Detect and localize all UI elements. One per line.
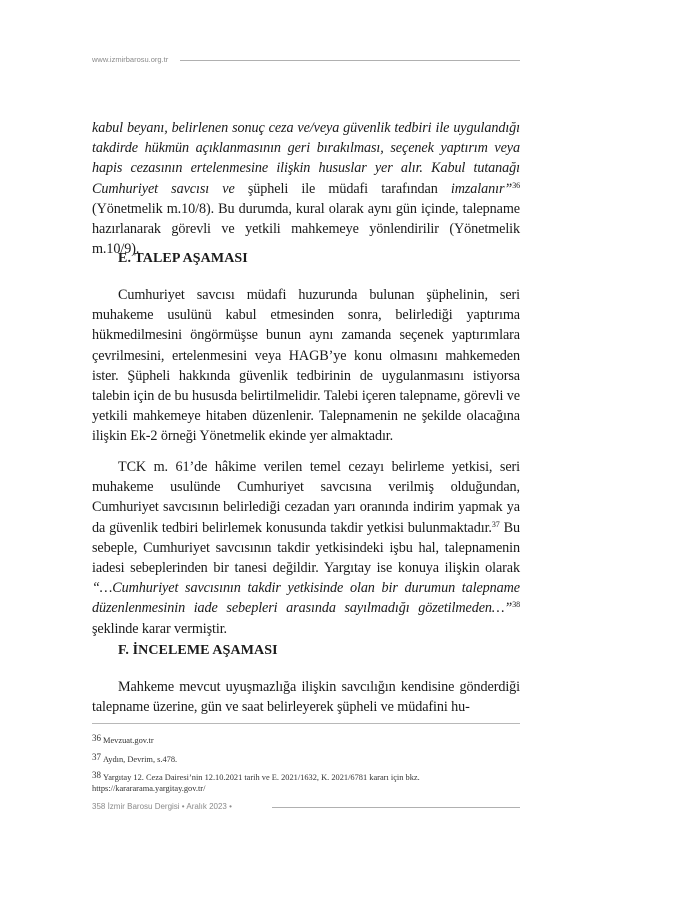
footnote-number: 36: [92, 733, 101, 743]
paragraph-continuation: [92, 118, 520, 259]
paragraph-text: Cumhuriyet savcısı müdafi huzurunda bulunan şüphelinin, seri muhakeme usulünü kabul etmesinden sonra, belirlediği yaptırıma hükmedilmesini öngörmüşse bunun aynı zamanda seçenek yaptırımlara çevrilmesini, ertelenmesini veya HAGB’ye konu olmasını mahkemeden ister. Şüpheli hakkında güvenlik tedbirinin de uygulanmasını istiyorsa talebin için de bu hususda belirtilmelidir. Talebi içeren talepname, görevli ve yetkili mahkemeye hitaben düzenlenir. Talepnamenin ne şekilde olacağına ilişkin Ek-2 örneği Yönetmelik ekinde yer almaktadır.: [92, 287, 520, 445]
footer-rule: [272, 807, 520, 808]
italic-quote-text: “…Cumhuriyet savcısının takdir yetkisinde olan bir durumun talepname düzenlenmesinin iade sebepleri arasında sayılmadığı gözetilmeden…”: [92, 580, 520, 617]
footnote-ref: 38: [512, 600, 520, 610]
header-rule: [180, 60, 520, 61]
footnote-ref: 37: [491, 519, 500, 529]
paragraph-text: Mahkeme mevcut uyuşmazlığa ilişkin savcılığın kendisine gönderdiği talepname üzerine, gün ve saat belirleyerek şüpheli ve müdafini hu-: [92, 679, 520, 716]
footnote-number: 38: [92, 770, 101, 780]
header-url: www.izmirbarosu.org.tr: [92, 55, 169, 64]
footnote-text[interactable]: Yargıtay 12. Ceza Dairesi’nin 12.10.2021 tarih ve E. 2021/1632, K. 2021/6781 kararı için bkz. https://karararama.yargitay.gov.tr/: [92, 773, 420, 793]
paragraph-e1: [92, 285, 520, 447]
paragraph-text: Bu sebeple, Cumhuriyet savcısının takdir yetkisindeki işbu hal, talepnamenin iadesi sebeplerinden bir tanesi değildir. Yargıtay ise konuya ilişkin olarak: [92, 519, 520, 577]
paragraph-text: şüpheli ile müdafi tarafından: [234, 180, 451, 197]
footer-page-info: 358 İzmir Barosu Dergisi • Aralık 2023 •: [92, 802, 232, 811]
paragraph-f1: [92, 677, 520, 717]
section-heading-f: F. İNCELEME AŞAMASI: [118, 643, 278, 658]
italic-quote-text: kabul beyanı, belirlenen sonuç ceza ve/veya güvenlik tedbiri ile uygulandığı takdirde hükmün açıklanmasının geri bırakılması, seçenek yaptırım veya hapis cezasının ertelenmesine ilişkin hususlar yer alır. Kabul tutanağı Cumhuriyet savcısı ve: [92, 120, 520, 197]
footnote-ref: 36: [512, 180, 520, 190]
italic-quote-end: imzalanır”: [450, 180, 513, 197]
footnote-36: [92, 733, 520, 746]
paragraph-text: TCK m. 61’de hâkime verilen temel cezayı belirleme yetkisi, seri muhakeme usulünde Cumhuriyet savcısına verilmiş olduğundan, Cumhuriyet savcısının belirlediği cezadan yarı oranında indirim yapmak ya da güvenlik tedbiri belirlemek konusunda takdir yetkisi bulunmaktadır.: [92, 459, 520, 536]
footnote-rule: [92, 723, 520, 724]
paragraph-text: şeklinde karar vermiştir.: [92, 620, 227, 637]
footnote-text: Aydın, Devrim, s.478.: [103, 755, 178, 764]
footnote-number: 37: [92, 752, 101, 762]
footnote-37: [92, 752, 520, 765]
section-heading-e: E. TALEP AŞAMASI: [118, 251, 248, 266]
footnote-38: [92, 770, 520, 794]
footnote-text: Mevzuat.gov.tr: [103, 736, 154, 745]
paragraph-text: (Yönetmelik m.10/8). Bu durumda, kural olarak aynı gün içinde, talepname hazırlanarak görevli ve yetkili mahkemeye yönlendirilir (Yönetmelik m.10/9).: [92, 200, 520, 258]
paragraph-e2: [92, 457, 520, 639]
